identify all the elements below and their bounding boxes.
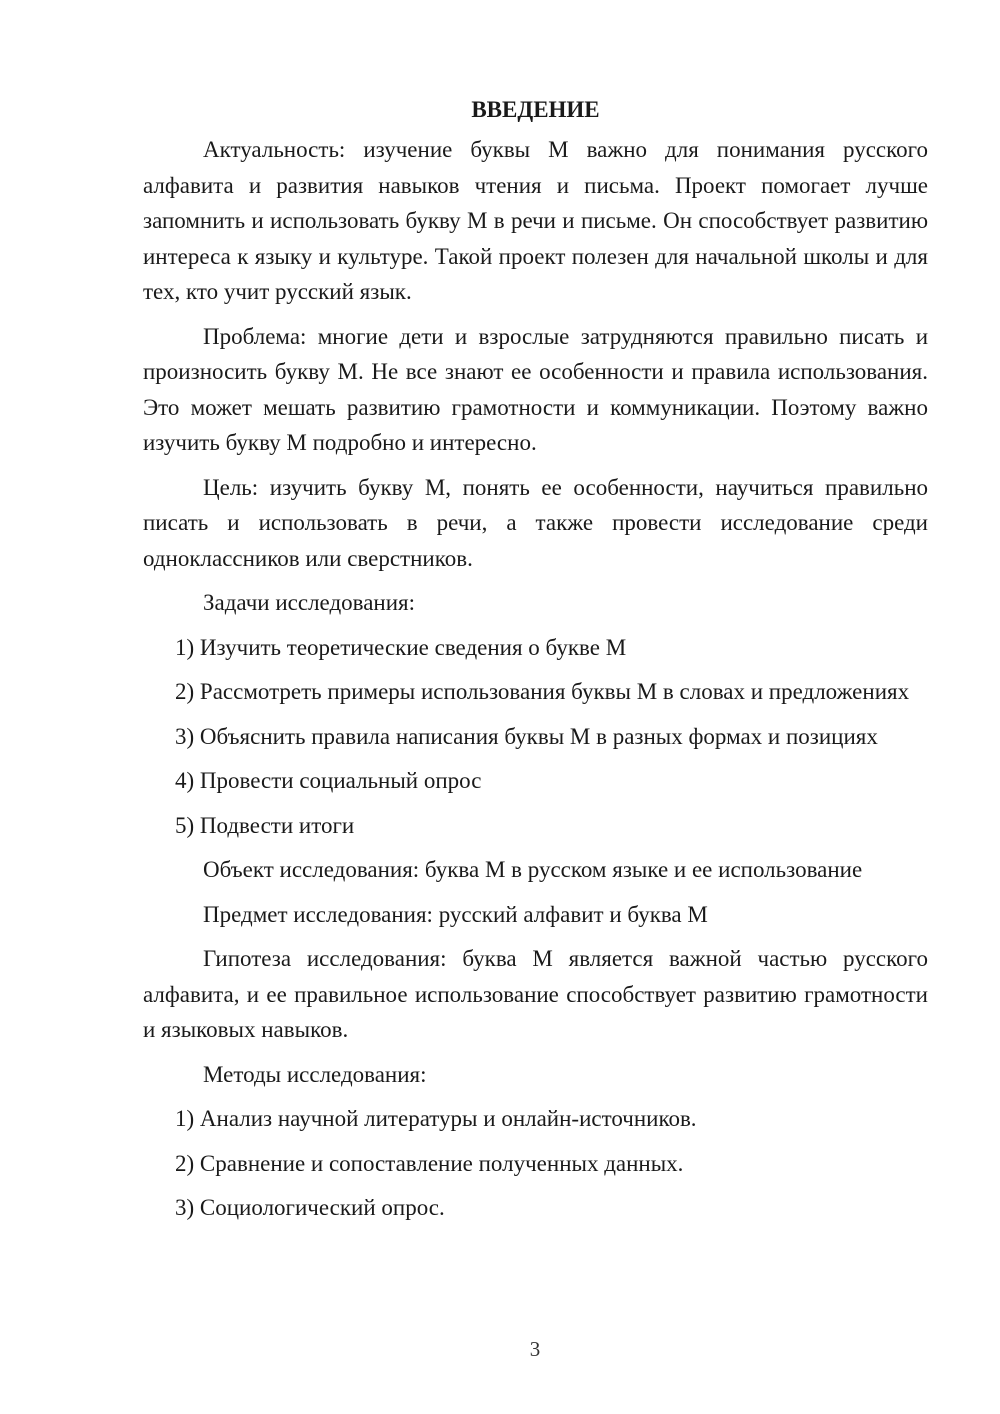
relevance-paragraph: Актуальность: изучение буквы М важно для понимания русского алфавита и развития навыков чтения и письма. Проект помогает лучше запомнить и использовать букву М в речи и письме. Он способствует развитию интереса к языку и культуре. Такой проект полезен для начальной школы и для тех, кто учит русский язык. [143, 137, 928, 304]
tasks-label: Задачи исследования: [203, 590, 416, 615]
section-title: ВВЕДЕНИЕ [471, 97, 600, 122]
methods-label: Методы исследования: [203, 1061, 427, 1087]
method-item-2: 2) Сравнение и сопоставление полученных данных. [175, 1150, 684, 1176]
page-number: 3 [529, 1337, 541, 1361]
method-item-1: 1) Анализ научной литературы и онлайн-источников. [175, 1106, 697, 1131]
page-content [143, 92, 928, 1226]
research-object: Объект исследования: буква М в русском языке и ее использование [203, 857, 863, 882]
method-item-3: 3) Социологический опрос. [175, 1195, 445, 1220]
problem-paragraph: Проблема: многие дети и взрослые затрудняются правильно писать и произносить букву М. Не все знают ее особенности и правила использования. Это может мешать развитию грамотности и коммуникации. Поэтому важно изучить букву М подробно и интересно. [143, 323, 928, 455]
task-item-3: 3) Объяснить правила написания буквы М в разных формах и позициях [175, 723, 878, 749]
task-item-1: 1) Изучить теоретические сведения о букве М [175, 634, 627, 660]
task-item-5: 5) Подвести итоги [175, 812, 355, 838]
goal-paragraph: Цель: изучить букву М, понять ее особенности, научиться правильно писать и использовать в речи, а также провести исследование среди одноклассников или сверстников. [143, 474, 928, 571]
research-subject: Предмет исследования: русский алфавит и буква М [203, 901, 708, 927]
task-item-2: 2) Рассмотреть примеры использования буквы М в словах и предложениях [175, 679, 910, 704]
task-item-4: 4) Провести социальный опрос [175, 768, 482, 793]
hypothesis-paragraph: Гипотеза исследования: буква М является важной частью русского алфавита, и ее правильное использование способствует развитию грамотности и языковых навыков. [143, 946, 928, 1042]
